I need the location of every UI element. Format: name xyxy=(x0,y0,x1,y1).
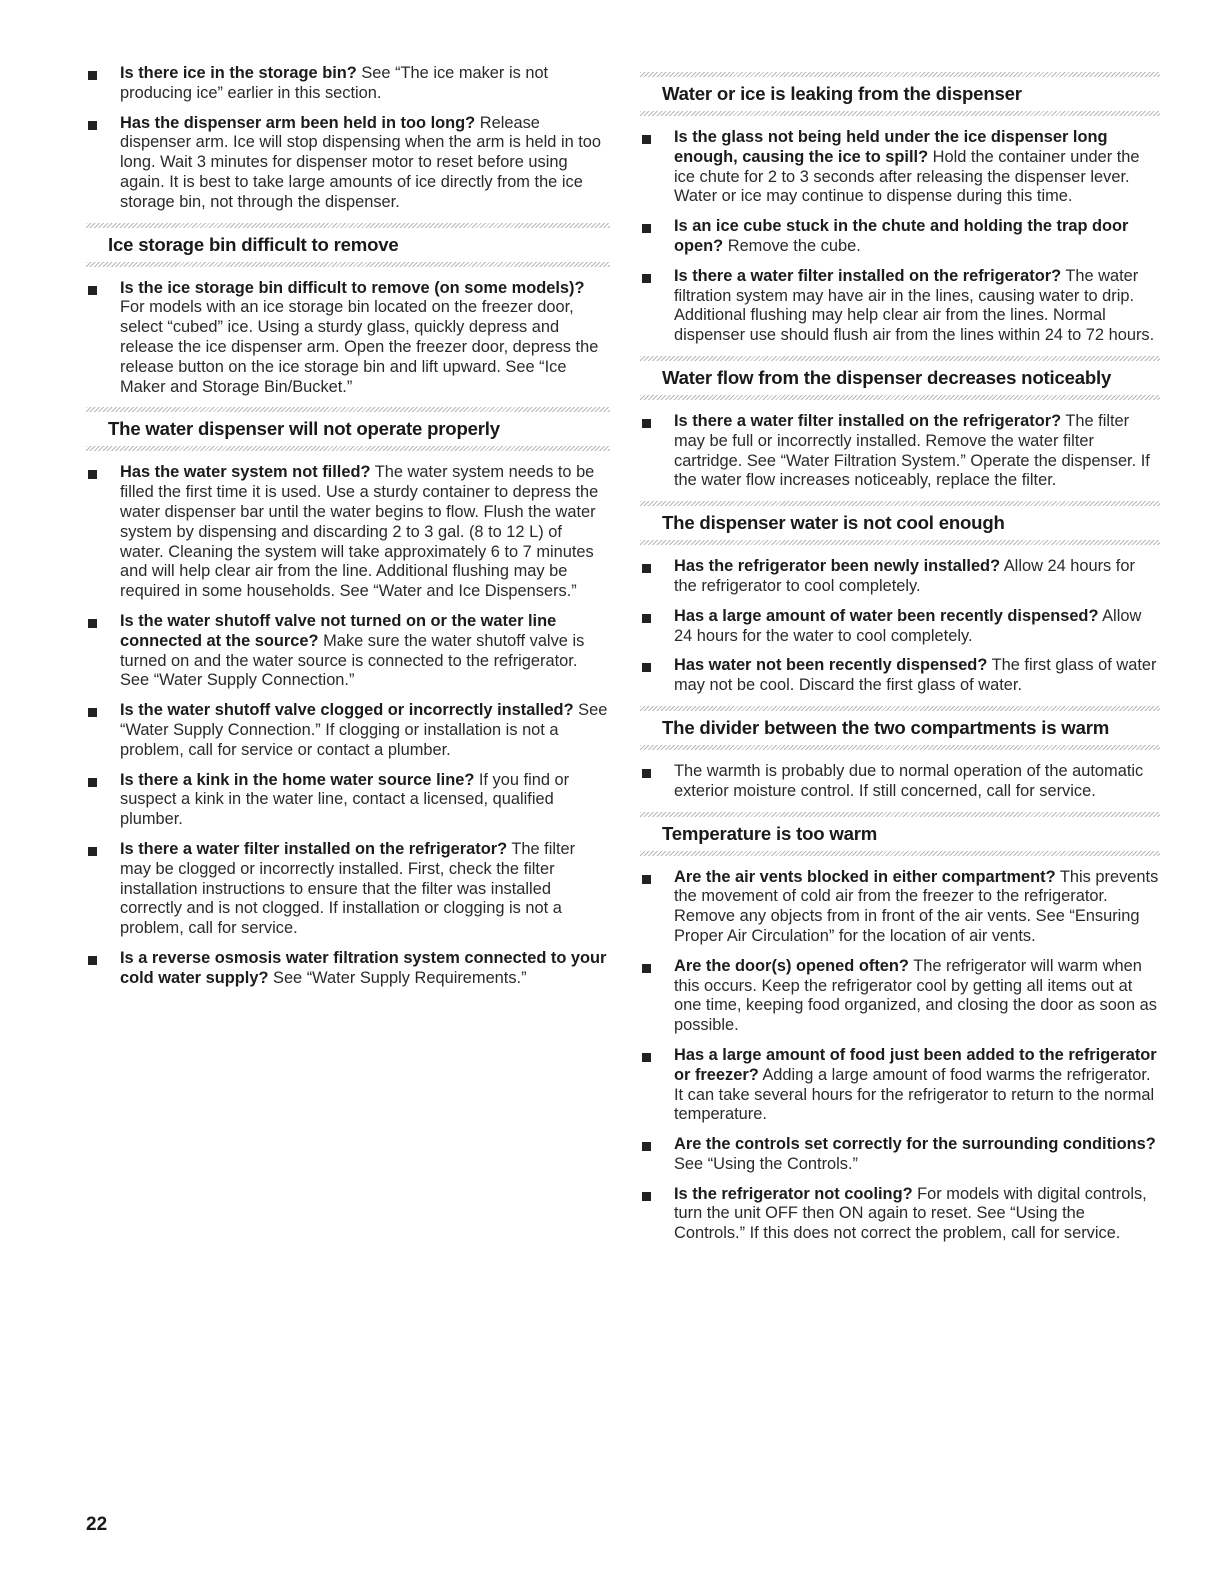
bullet-square-icon xyxy=(642,663,651,672)
list-item: Are the controls set correctly for the surrounding conditions? See “Using the Controls.” xyxy=(640,1135,1160,1175)
divider xyxy=(640,395,1160,400)
bullet-square-icon xyxy=(88,778,97,787)
divider xyxy=(640,745,1160,750)
section-title: Water flow from the dispenser decreases noticeably xyxy=(662,366,1112,388)
section-title: Temperature is too warm xyxy=(662,822,878,844)
section-header xyxy=(640,706,1160,750)
bullet-square-icon xyxy=(642,964,651,973)
bullet-square-icon xyxy=(88,956,97,965)
divider xyxy=(640,111,1160,116)
left-column xyxy=(86,64,610,998)
section-title: The dispenser water is not cool enough xyxy=(662,512,1005,534)
section-header xyxy=(86,223,610,267)
bullet-square-icon xyxy=(88,71,97,80)
section-title: The water dispenser will not operate properly xyxy=(108,418,500,440)
bullet-square-icon xyxy=(642,1192,651,1201)
list-item: Is there a kink in the home water source line? If you find or suspect a kink in the water line, contact a licensed, qualified plumber. xyxy=(86,771,610,830)
list-item: Has the refrigerator been newly installed? Allow 24 hours for the refrigerator to cool completely. xyxy=(640,557,1160,597)
list-item: Has a large amount of water been recently dispensed? Allow 24 hours for the water to cool completely. xyxy=(640,607,1160,647)
list-item: Is an ice cube stuck in the chute and holding the trap door open? Remove the cube. xyxy=(640,217,1160,257)
bullet-square-icon xyxy=(642,614,651,623)
list-item: Has the water system not filled? The water system needs to be filled the first time it is used. Use a sturdy container to depress the water dispenser bar until the water begins to flow. Flush the water system by dispensing and discarding 2 to 3 gal. (8 to 12 L) of water. Cleaning the system will take approximately 6 to 7 minutes and will help clear air from the line. Additional flushing may be required in some households. See “Water and Ice Dispensers.” xyxy=(86,463,610,602)
bullet-square-icon xyxy=(642,1053,651,1062)
section-header xyxy=(640,501,1160,545)
bullet-square-icon xyxy=(642,419,651,428)
page-number: 22 xyxy=(86,1514,108,1535)
list-item: Is the water shutoff valve clogged or incorrectly installed? See “Water Supply Connection.” If clogging or installation is not a problem, call for service or contact a plumber. xyxy=(86,701,610,760)
list-item: Is there ice in the storage bin? See “The ice maker is not producing ice” earlier in this section. xyxy=(86,64,610,104)
list-item: Are the air vents blocked in either compartment? This prevents the movement of cold air from the freezer to the refrigerator. Remove any objects from in front of the air vents. See “Ensuring Proper Air Circulation” for the location of air vents. xyxy=(640,868,1160,947)
list-item: Has the dispenser arm been held in too long? Release dispenser arm. Ice will stop dispensing when the arm is held in too long. Wait 3 minutes for dispenser motor to reset before using again. It is best to take large amounts of ice directly from the ice storage bin, not through the dispenser. xyxy=(86,114,610,213)
list-item: Are the door(s) opened often? The refrigerator will warm when this occurs. Keep the refrigerator cool by getting all items out at one time, keeping food organized, and closing the door as soon as possible. xyxy=(640,957,1160,1036)
list-item: Has a large amount of food just been added to the refrigerator or freezer? Adding a large amount of food warms the refrigerator. It can take several hours for the refrigerator to return to the normal temperature. xyxy=(640,1046,1160,1125)
bullet-square-icon xyxy=(88,121,97,130)
list-item: Is there a water filter installed on the refrigerator? The filter may be full or incorrectly installed. Remove the water filter cartridge. See “Water Filtration System.” Operate the dispenser. If the water flow increases noticeably, replace the filter. xyxy=(640,412,1160,491)
bullet-square-icon xyxy=(88,619,97,628)
bullet-square-icon xyxy=(642,1142,651,1151)
divider xyxy=(640,851,1160,856)
bullet-square-icon xyxy=(88,470,97,479)
list-item: Is the refrigerator not cooling? For models with digital controls, turn the unit OFF then ON again to reset. See “Using the Controls.” If this does not correct the problem, call for service. xyxy=(640,1185,1160,1244)
divider xyxy=(86,262,610,267)
bullet-square-icon xyxy=(642,564,651,573)
section-title: Ice storage bin difficult to remove xyxy=(108,233,399,255)
right-column xyxy=(640,64,1160,1254)
list-item: Has water not been recently dispensed? The first glass of water may not be cool. Discard the first glass of water. xyxy=(640,656,1160,696)
list-item: Is a reverse osmosis water filtration system connected to your cold water supply? See “Water Supply Requirements.” xyxy=(86,949,610,989)
section-header xyxy=(640,812,1160,856)
list-item: Is there a water filter installed on the refrigerator? The water filtration system may have air in the lines, causing water to drip. Additional flushing may help clear air from the lines. Normal dispenser use should flush air from the lines within 24 to 72 hours. xyxy=(640,267,1160,346)
bullet-square-icon xyxy=(88,286,97,295)
list-item: Is the ice storage bin difficult to remove (on some models)? For models with an ice storage bin located on the freezer door, select “cubed” ice. Using a sturdy glass, quickly depress and release the ice dispenser arm. Open the freezer door, depress the release button on the ice storage bin and lift upward. See “Ice Maker and Storage Bin/Bucket.” xyxy=(86,279,610,398)
bullet-square-icon xyxy=(642,224,651,233)
bullet-square-icon xyxy=(88,708,97,717)
section-title: The divider between the two compartments is warm xyxy=(662,716,1110,738)
list-item: Is there a water filter installed on the refrigerator? The filter may be clogged or incorrectly installed. First, check the filter installation instructions to ensure that the filter was installed correctly and is not clogged. If installation or clogging is not a problem, call for service. xyxy=(86,840,610,939)
section-header xyxy=(86,407,610,451)
section-header xyxy=(640,356,1160,400)
bullet-square-icon xyxy=(642,274,651,283)
list-item: The warmth is probably due to normal operation of the automatic exterior moisture control. If still concerned, call for service. xyxy=(640,762,1160,802)
section-title: Water or ice is leaking from the dispenser xyxy=(662,83,1022,104)
bullet-square-icon xyxy=(642,135,651,144)
divider xyxy=(640,540,1160,545)
section-header xyxy=(640,72,1160,116)
list-item: Is the glass not being held under the ice dispenser long enough, causing the ice to spill? Hold the container under the ice chute for 2 to 3 seconds after releasing the dispenser lever. Water or ice may continue to dispense during this time. xyxy=(640,128,1160,207)
bullet-square-icon xyxy=(642,875,651,884)
bullet-square-icon xyxy=(88,847,97,856)
list-item: Is the water shutoff valve not turned on or the water line connected at the source? Make sure the water shutoff valve is turned on and the water source is connected to the refrigerator. See “Water Supply Connection.” xyxy=(86,612,610,691)
bullet-square-icon xyxy=(642,769,651,778)
divider xyxy=(86,446,610,451)
